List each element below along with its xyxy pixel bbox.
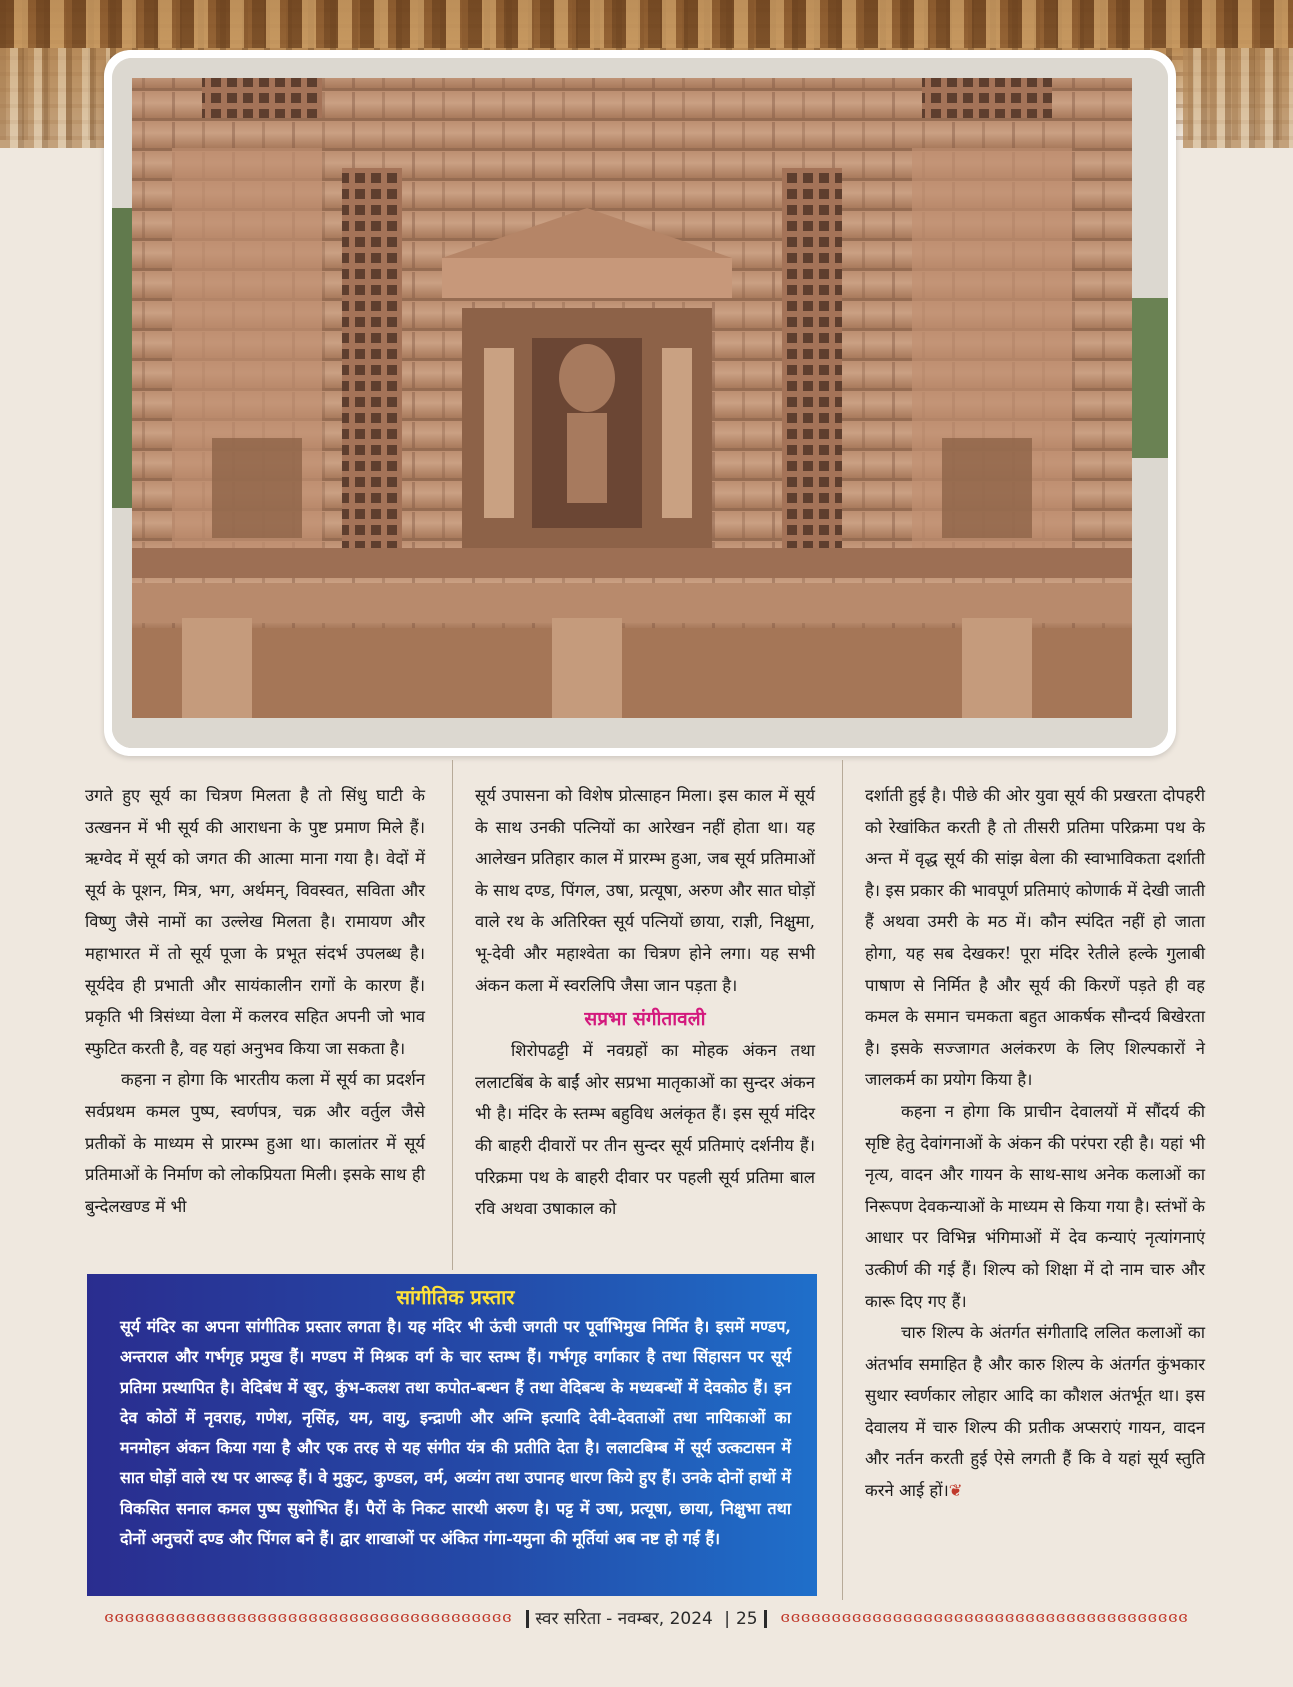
paragraph: शिरोपढट्टी में नवग्रहों का मोहक अंकन तथा ललाटबिंब के बाईं ओर सप्रभा मातृकाओं का सुन्दर अंकन भी है। मंदिर के स्तम्भ बहुविध अलंकृत हैं। इस सूर्य मंदिर की बाहरी दीवारों पर तीन सुन्दर सूर्य प्रतिमाएं दर्शनीय हैं। परिक्रमा पथ के बाहरी दीवार पर पहली सूर्य प्रतिमा बाल रवि अथवा उषाकाल को — [475, 1041, 815, 1219]
temple-wall-carving-photo — [112, 58, 1168, 748]
magazine-issue: स्वर सरिता - नवम्बर, 2024 — [535, 1608, 713, 1629]
paragraph: कहना न होगा कि भारतीय कला में सूर्य का प्रदर्शन सर्वप्रथम कमल पुष्प, स्वर्णपत्र, चक्र और वर्तुल जैसे प्रतीकों के माध्यम से प्रारम्भ हुआ था। कालांतर में सूर्य प्रतिमाओं के निर्माण को लोकप्रियता मिली। इसके साथ ही बुन्देलखण्ड में भी — [85, 1070, 425, 1216]
paragraph: कहना न होगा कि प्राचीन देवालयों में सौंदर्य की सृष्टि हेतु देवांगनाओं के अंकन की परंपरा रही है। यहां भी नृत्य, वादन और गायन के साथ-साथ अनेक कलाओं का निरूपण देवकन्याओं के माध्यम से किया गया है। स्तंभों के आधार पर विभिन्न भंगिमाओं में देव कन्याएं नृत्यांगनाएं उत्कीर्ण की गई हैं। शिल्प को शिक्षा में दो नाम चारु और कारू दिए गए हैं। — [865, 1101, 1205, 1311]
column-1 — [85, 780, 425, 1222]
paragraph — [865, 1317, 1205, 1507]
temple-photo-frame — [104, 50, 1176, 756]
footer-label — [512, 1606, 780, 1629]
section-heading: सप्रभा संगीतावली — [584, 1008, 706, 1031]
column-2 — [475, 780, 815, 1225]
end-mark-icon: ❦ — [948, 1481, 963, 1501]
page-number: 25 — [735, 1608, 758, 1629]
column-3 — [865, 780, 1205, 1507]
side-carving-right — [1183, 48, 1293, 148]
side-carving-left — [0, 48, 110, 148]
page-footer — [0, 1604, 1293, 1630]
sidebar-box-title: सांगीतिक प्रस्तार — [396, 1285, 515, 1309]
footer-ornament-right: ɞɞɞɞɞɞɞɞɞɞɞɞɞɞɞɞɞɞɞɞɞɞɞɞɞɞɞɞɞɞɞɞɞɞɞɞɞɞɞɞ — [780, 1611, 1189, 1623]
paragraph-text: चारु शिल्प के अंतर्गत संगीतादि ललित कलाओं का अंतर्भाव समाहित है और कारु शिल्प के अंतर्गत कुंभकार सुथार स्वर्णकार लोहार आदि का कौशल अंतर्भूत था। इस देवालय में चारु शिल्प की प्रतीक अप्सराएं गायन, वादन और नर्तन करती हुई ऐसे लगती हैं कि वे यहां सूर्य स्तुति करने आई हों। — [865, 1323, 1205, 1501]
divider-bar — [764, 1610, 767, 1628]
footer-ornament-left: ɞɞɞɞɞɞɞɞɞɞɞɞɞɞɞɞɞɞɞɞɞɞɞɞɞɞɞɞɞɞɞɞɞɞɞɞɞɞɞɞ — [104, 1611, 513, 1623]
temple-carving-illustration — [112, 58, 1168, 748]
divider-bar — [526, 1610, 529, 1628]
paragraph: सूर्य उपासना को विशेष प्रोत्साहन मिला। इस काल में सूर्य के साथ उनकी पत्नियों का आरेखन नहीं होता था। यह आलेखन प्रतिहार काल में प्रारम्भ हुआ, जब सूर्य प्रतिमाओं के साथ दण्ड, पिंगल, उषा, प्रत्यूषा, अरुण और सात घोड़ों वाले रथ के अतिरिक्त सूर्य पत्नियों छाया, राज्ञी, निक्षुमा, भू-देवी और महाश्वेता का चित्रण होने लगा। यह सभी अंकन कला में स्वरलिपि जैसा जान पड़ता है। — [475, 786, 815, 995]
paragraph: दर्शाती हुई है। पीछे की ओर युवा सूर्य की प्रखरता दोपहरी को रेखांकित करती है तो तीसरी प्रतिमा परिक्रमा पथ के अन्त में वृद्ध सूर्य की सांझ बेला की स्वाभाविकता दर्शाती है। इस प्रकार की भावपूर्ण प्रतिमाएं कोणार्क में देखी जाती हैं अथवा उमरी के मठ में। कौन स्पंदित नहीं हो जाता होगा, यह सब देखकर! पूरा मंदिर रेतीले हल्के गुलाबी पाषाण से निर्मित है और सूर्य की किरणें पड़ते ही वह कमल के समान चमकता बहुत आकर्षक सौन्दर्य बिखेरता है। इसके सज्जागत अलंकरण के लिए शिल्पकारों ने जालकर्म का प्रयोग किया है। — [865, 786, 1205, 1090]
frieze-band — [0, 0, 1293, 48]
sidebar-box — [87, 1274, 817, 1596]
sidebar-box-body: सूर्य मंदिर का अपना सांगीतिक प्रस्तार लगता है। यह मंदिर भी ऊंची जगती पर पूर्वाभिमुख निर्मित है। इसमें मण्डप, अन्तराल और गर्भगृह प्रमुख हैं। मण्डप में मिश्रक वर्ग के चार स्तम्भ हैं। गर्भगृह वर्गाकार है तथा सिंहासन पर सूर्य प्रतिमा प्रस्थापित है। वेदिबंध में खुर, कुंभ-कलश तथा कपोत-बन्धन हैं तथा वेदिबन्ध के मध्यबन्धों में देवकोठ हैं। इन देव कोठों में नृवराह, गणेश, नृसिंह, यम, वायु, इन्द्राणी और अग्नि इत्यादि देवी-देवताओं तथा नायिकाओं का मनमोहन अंकन किया गया है और एक तरह से यह संगीत यंत्र की प्रतीति देता है। ललाटबिम्ब में सूर्य उत्कटासन में सात घोड़ों वाले रथ पर आरूढ़ हैं। वे मुकुट, कुण्डल, वर्म, अव्यंग तथा उपानह धारण किये हुए हैं। उनके दोनों हाथों में विकसित सनाल कमल पुष्प सुशोभित हैं। पैरों के निकट सारथी अरुण है। पट्ट में उषा, प्रत्यूषा, छाया, निक्षुभा तथा दोनों अनुचरों दण्ड और पिंगल बने हैं। द्वार शाखाओं पर अंकित गंगा-यमुना की मूर्तियां अब नष्ट हो गई हैं। — [120, 1317, 791, 1549]
page-sep: | — [724, 1608, 730, 1629]
paragraph: उगते हुए सूर्य का चित्रण मिलता है तो सिंधु घाटी के उत्खनन में भी सूर्य की आराधना के पुष्ट प्रमाण मिले हैं। ऋग्वेद में सूर्य को जगत की आत्मा माना गया है। वेदों में सूर्य के पूशन, मित्र, भग, अर्थमन्, विवस्वत, सविता और विष्णु जैसे नामों का उल्लेख मिलता है। रामायण और महाभारत में तो सूर्य पूजा के प्रभूत संदर्भ उपलब्ध है। सूर्यदेव ही प्रभाती और सायंकालीन रागों के कारण हैं। प्रकृति भी त्रिसंध्या वेला में कलरव सहित अपनी जो भाव स्फुटित करती है, वह यहां अनुभव किया जा सकता है। — [85, 786, 425, 1058]
